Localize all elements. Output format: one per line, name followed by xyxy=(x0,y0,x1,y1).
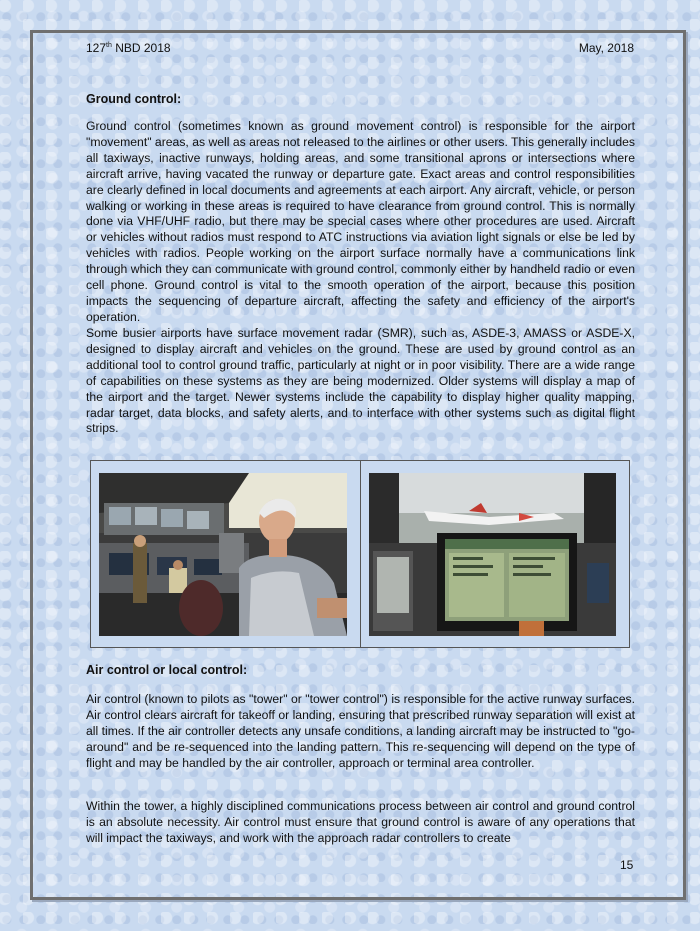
divider xyxy=(360,461,361,647)
page-number: 15 xyxy=(620,858,634,872)
section-heading-air-control: Air control or local control: xyxy=(86,663,248,677)
paragraph: Air control (known to pilots as "tower" or "tower control") is responsible for the active runway surfaces. Air control clears aircraft for takeoff or landing, ensuring that prescribed runway separation will exist at all times. If the air controller detects any unsafe conditions, a landing aircraft may be instructed to "go-around" and be re-sequenced into the landing pattern. This re-sequencing will depend on the type of flight and may be handled by the air controller, approach or terminal area controller. xyxy=(86,692,635,770)
section-heading-ground-control: Ground control: xyxy=(86,92,182,106)
header-date: May, 2018 xyxy=(578,41,634,55)
control-room-photo xyxy=(99,473,347,636)
radar-display-photo xyxy=(369,473,616,636)
paragraph: Some busier airports have surface movement radar (SMR), such as, ASDE-3, AMASS or ASDE-X, designed to display aircraft and vehicles on the ground. These are used by ground control as an additional tool to control ground traffic, particularly at night or in poor visibility. There are a wide range of capabilities on these systems as they are being modernized. Older systems will display a map of the airport and the target. Newer systems include the capability to display higher quality mapping, radar target, data blocks, and safety alerts, and to interface with other systems such as digital flight strips. xyxy=(86,326,635,436)
header-edition: 127th NBD 2018 xyxy=(86,41,171,55)
photo-panel xyxy=(90,460,630,648)
paragraph: Within the tower, a highly disciplined communications process between air control and ground control is an absolute necessity. Air control must ensure that ground control is aware of any operations that will impact the taxiways, and work with the approach radar controllers to create xyxy=(86,799,635,845)
paragraph: Ground control (sometimes known as ground movement control) is responsible for the airport "movement" areas, as well as areas not released to the airlines or other users. This generally includes all taxiways, inactive runways, holding areas, and some transitional aprons or intersections where aircraft arrive, having vacated the runway or departure gate. Exact areas and control responsibilities are clearly defined in local documents and agreements at each airport. Any aircraft, vehicle, or person walking or working in these areas is required to have clearance from ground control. This is normally done via VHF/UHF radio, but there may be special cases where other procedures are used. Aircraft or vehicles without radios must respond to ATC instructions via aviation light signals or else be led by vehicles with radios. People working on the airport surface normally have a communications link through which they can communicate with ground control, commonly either by handheld radio or even cell phone. Ground control is vital to the smooth operation of the airport, because this position impacts the sequencing of departure aircraft, affecting the safety and efficiency of the airport's operation. xyxy=(86,119,636,324)
